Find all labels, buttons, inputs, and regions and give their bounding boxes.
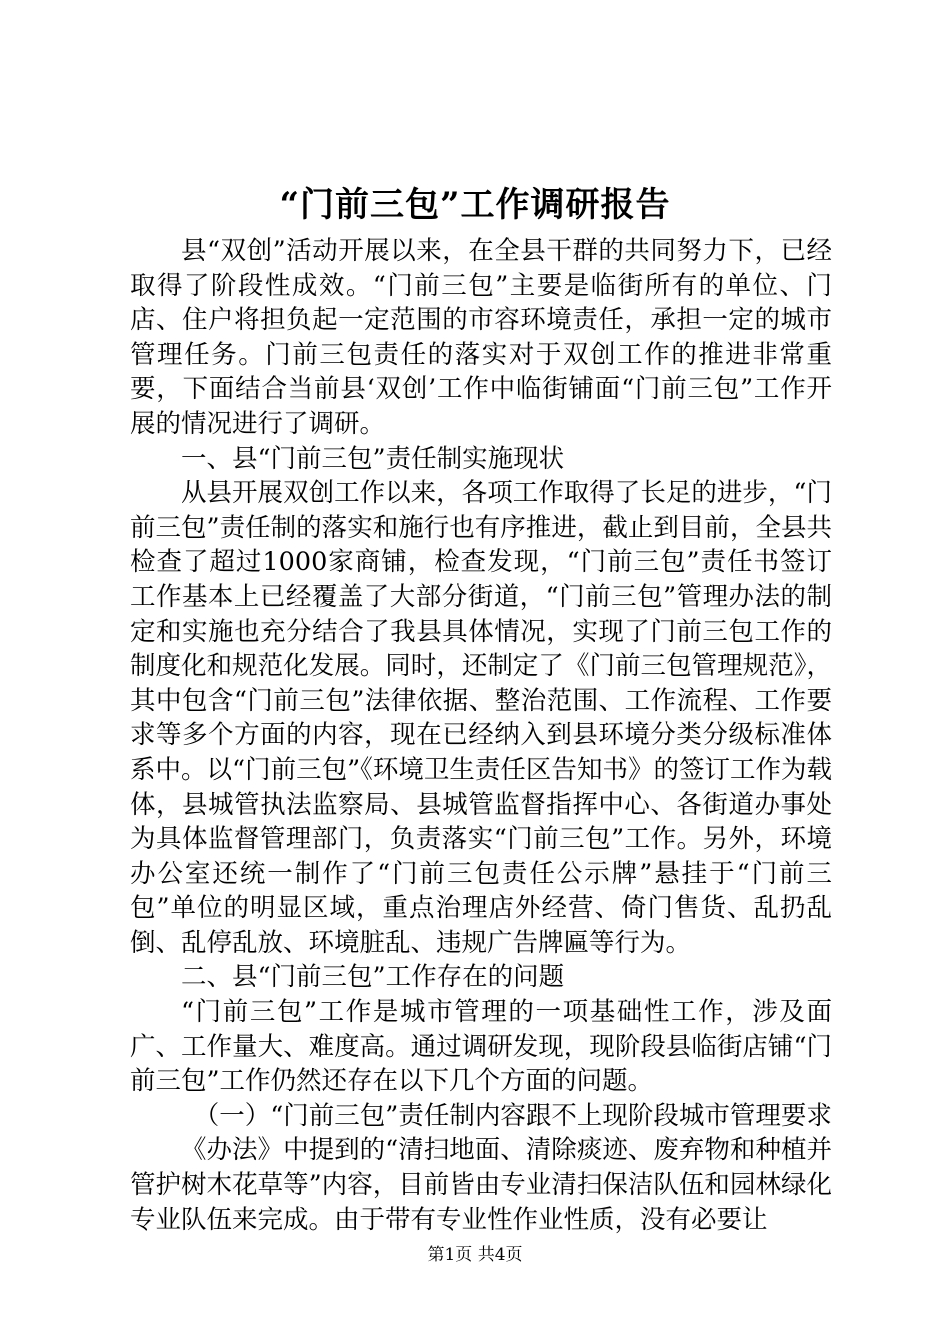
section-1-paragraph: 从县开展双创工作以来，各项工作取得了长足的进步，“门前三包”责任制的落实和施行也有序推进，截止到目前，全县共检查了超过1000家商铺，检查发现，“门前三包”责任书签订工作基本上已经覆盖了大部分街道，“门前三包”管理办法的制定和实施也充分结合了我县具体情况，实现了门前三包工作的制度化和规范化发展。同时，还制定了《门前三包管理规范》，其中包含“门前三包”法律依据、整治范围、工作流程、工作要求等多个方面的内容，现在已经纳入到县环境分类分级标准体系中。以“门前三包”《环境卫生责任区告知书》的签订工作为载体，县城管执法监察局、县城管监督指挥中心、各街道办事处为具体监督管理部门，负责落实“门前三包”工作。另外，环境办公室还统一制作了“门前三包责任公示牌”悬挂于“门前三包”单位的明显区域，重点治理店外经营、倚门售货、乱扔乱倒、乱停乱放、环境脏乱、违规广告牌匾等行为。 (130, 478, 832, 958)
subsection-heading-1: （一）“门前三包”责任制内容跟不上现阶段城市管理要求 (193, 1100, 832, 1131)
document-body (130, 234, 832, 1237)
section-2-paragraph: “门前三包”工作是城市管理的一项基础性工作，涉及面广、工作量大、难度高。通过调研发现，现阶段县临街店铺“门前三包”工作仍然还存在以下几个方面的问题。 (130, 997, 832, 1097)
intro-paragraph: 县“双创”活动开展以来，在全县干群的共同努力下，已经取得了阶段性成效。“门前三包”主要是临街所有的单位、门店、住户将担负起一定范围的市容环境责任，承担一定的城市管理任务。门前三包责任的落实对于双创工作的推进非常重要，下面结合当前县‘双创’工作中临街铺面“门前三包”工作开展的情况进行了调研。 (130, 236, 832, 439)
section-heading-2: 二、县“门前三包”工作存在的问题 (181, 962, 565, 993)
document-title: “门前三包”工作调研报告 (279, 185, 671, 225)
page-footer: 第1页 共4页 (427, 1245, 523, 1265)
subsection-1-paragraph: 《办法》中提到的“清扫地面、清除痰迹、废弃物和种植并管护树木花草等”内容，目前皆由专业清扫保洁队伍和园林绿化专业队伍来完成。由于带有专业性作业性质，没有必要让 (130, 1135, 832, 1235)
section-heading-1: 一、县“门前三包”责任制实施现状 (181, 443, 565, 474)
